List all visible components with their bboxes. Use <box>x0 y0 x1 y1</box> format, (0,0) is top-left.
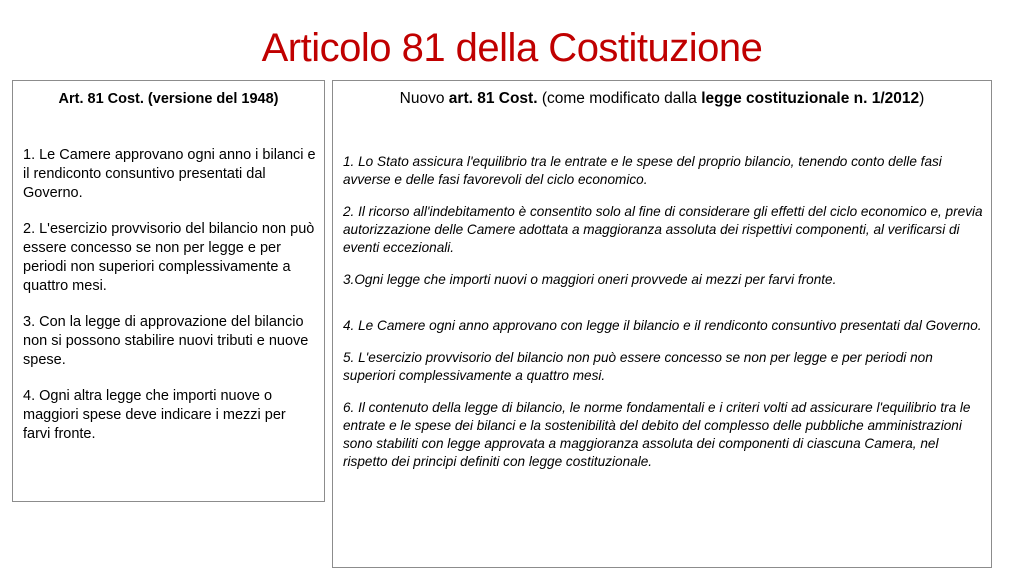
heading-text-1: Nuovo <box>399 90 449 107</box>
slide-title: Articolo 81 della Costituzione <box>261 26 763 70</box>
heading-text-3: ) <box>919 90 925 107</box>
amended-paragraph-5: 5. L'esercizio provvisorio del bilancio non può essere concesso se non per legge e per periodi non superiori complessivamente a quattro mesi. <box>343 350 933 383</box>
heading-text-2: (come modificato dalla <box>537 90 702 107</box>
amended-paragraph-6: 6. Il contenuto della legge di bilancio, le norme fondamentali e i criteri volti ad assicurare l'equilibrio tra le entrate e le spese dei bilanci e la sostenibilità del debito del complesso delle pubbliche amministrazioni sono stabiliti con legge approvata a maggioranza assoluta dei componenti di ciascuna Camera, nel rispetto dei principi definiti con legge costituzionale. <box>343 400 971 469</box>
amended-article-heading <box>341 89 983 109</box>
heading-bold-article: art. 81 Cost. <box>448 90 538 107</box>
amended-paragraph-3: 3.Ogni legge che importi nuovi o maggiori oneri provvede ai mezzi per farvi fronte. <box>343 272 837 287</box>
amended-paragraph-1: 1. Lo Stato assicura l'equilibrio tra le entrate e le spese del proprio bilancio, tenendo conto delle fasi avverse e delle fasi favorevoli del ciclo economico. <box>343 154 942 187</box>
original-paragraph-3: 3. Con la legge di approvazione del bilancio non si possono stabilire nuovi tributi e nuove spese. <box>23 314 309 368</box>
original-paragraph-1: 1. Le Camere approvano ogni anno i bilanci e il rendiconto consuntivo presentati dal Governo. <box>23 147 316 201</box>
original-paragraph-2: 2. L'esercizio provvisorio del bilancio non può essere concesso se non per legge e per periodi non superiori complessivamente a quattro mesi. <box>23 221 315 294</box>
amended-paragraph-4: 4. Le Camere ogni anno approvano con legge il bilancio e il rendiconto consuntivo presentati dal Governo. <box>343 318 982 333</box>
amended-article-box <box>332 80 992 568</box>
original-article-heading: Art. 81 Cost. (versione del 1948) <box>58 91 279 107</box>
heading-spacer <box>341 109 983 153</box>
heading-spacer <box>21 108 316 146</box>
original-article-box <box>12 80 325 502</box>
amended-paragraph-2: 2. Il ricorso all'indebitamento è consentito solo al fine di considerare gli effetti del ciclo economico e, previa autorizzazione delle Camere adottata a maggioranza assoluta dei rispettivi componenti, al verificarsi di eventi eccezionali. <box>343 204 983 255</box>
original-paragraph-4: 4. Ogni altra legge che importi nuove o maggiori spese deve indicare i mezzi per farvi fronte. <box>23 388 286 442</box>
heading-bold-law: legge costituzionale n. 1/2012 <box>701 90 920 107</box>
